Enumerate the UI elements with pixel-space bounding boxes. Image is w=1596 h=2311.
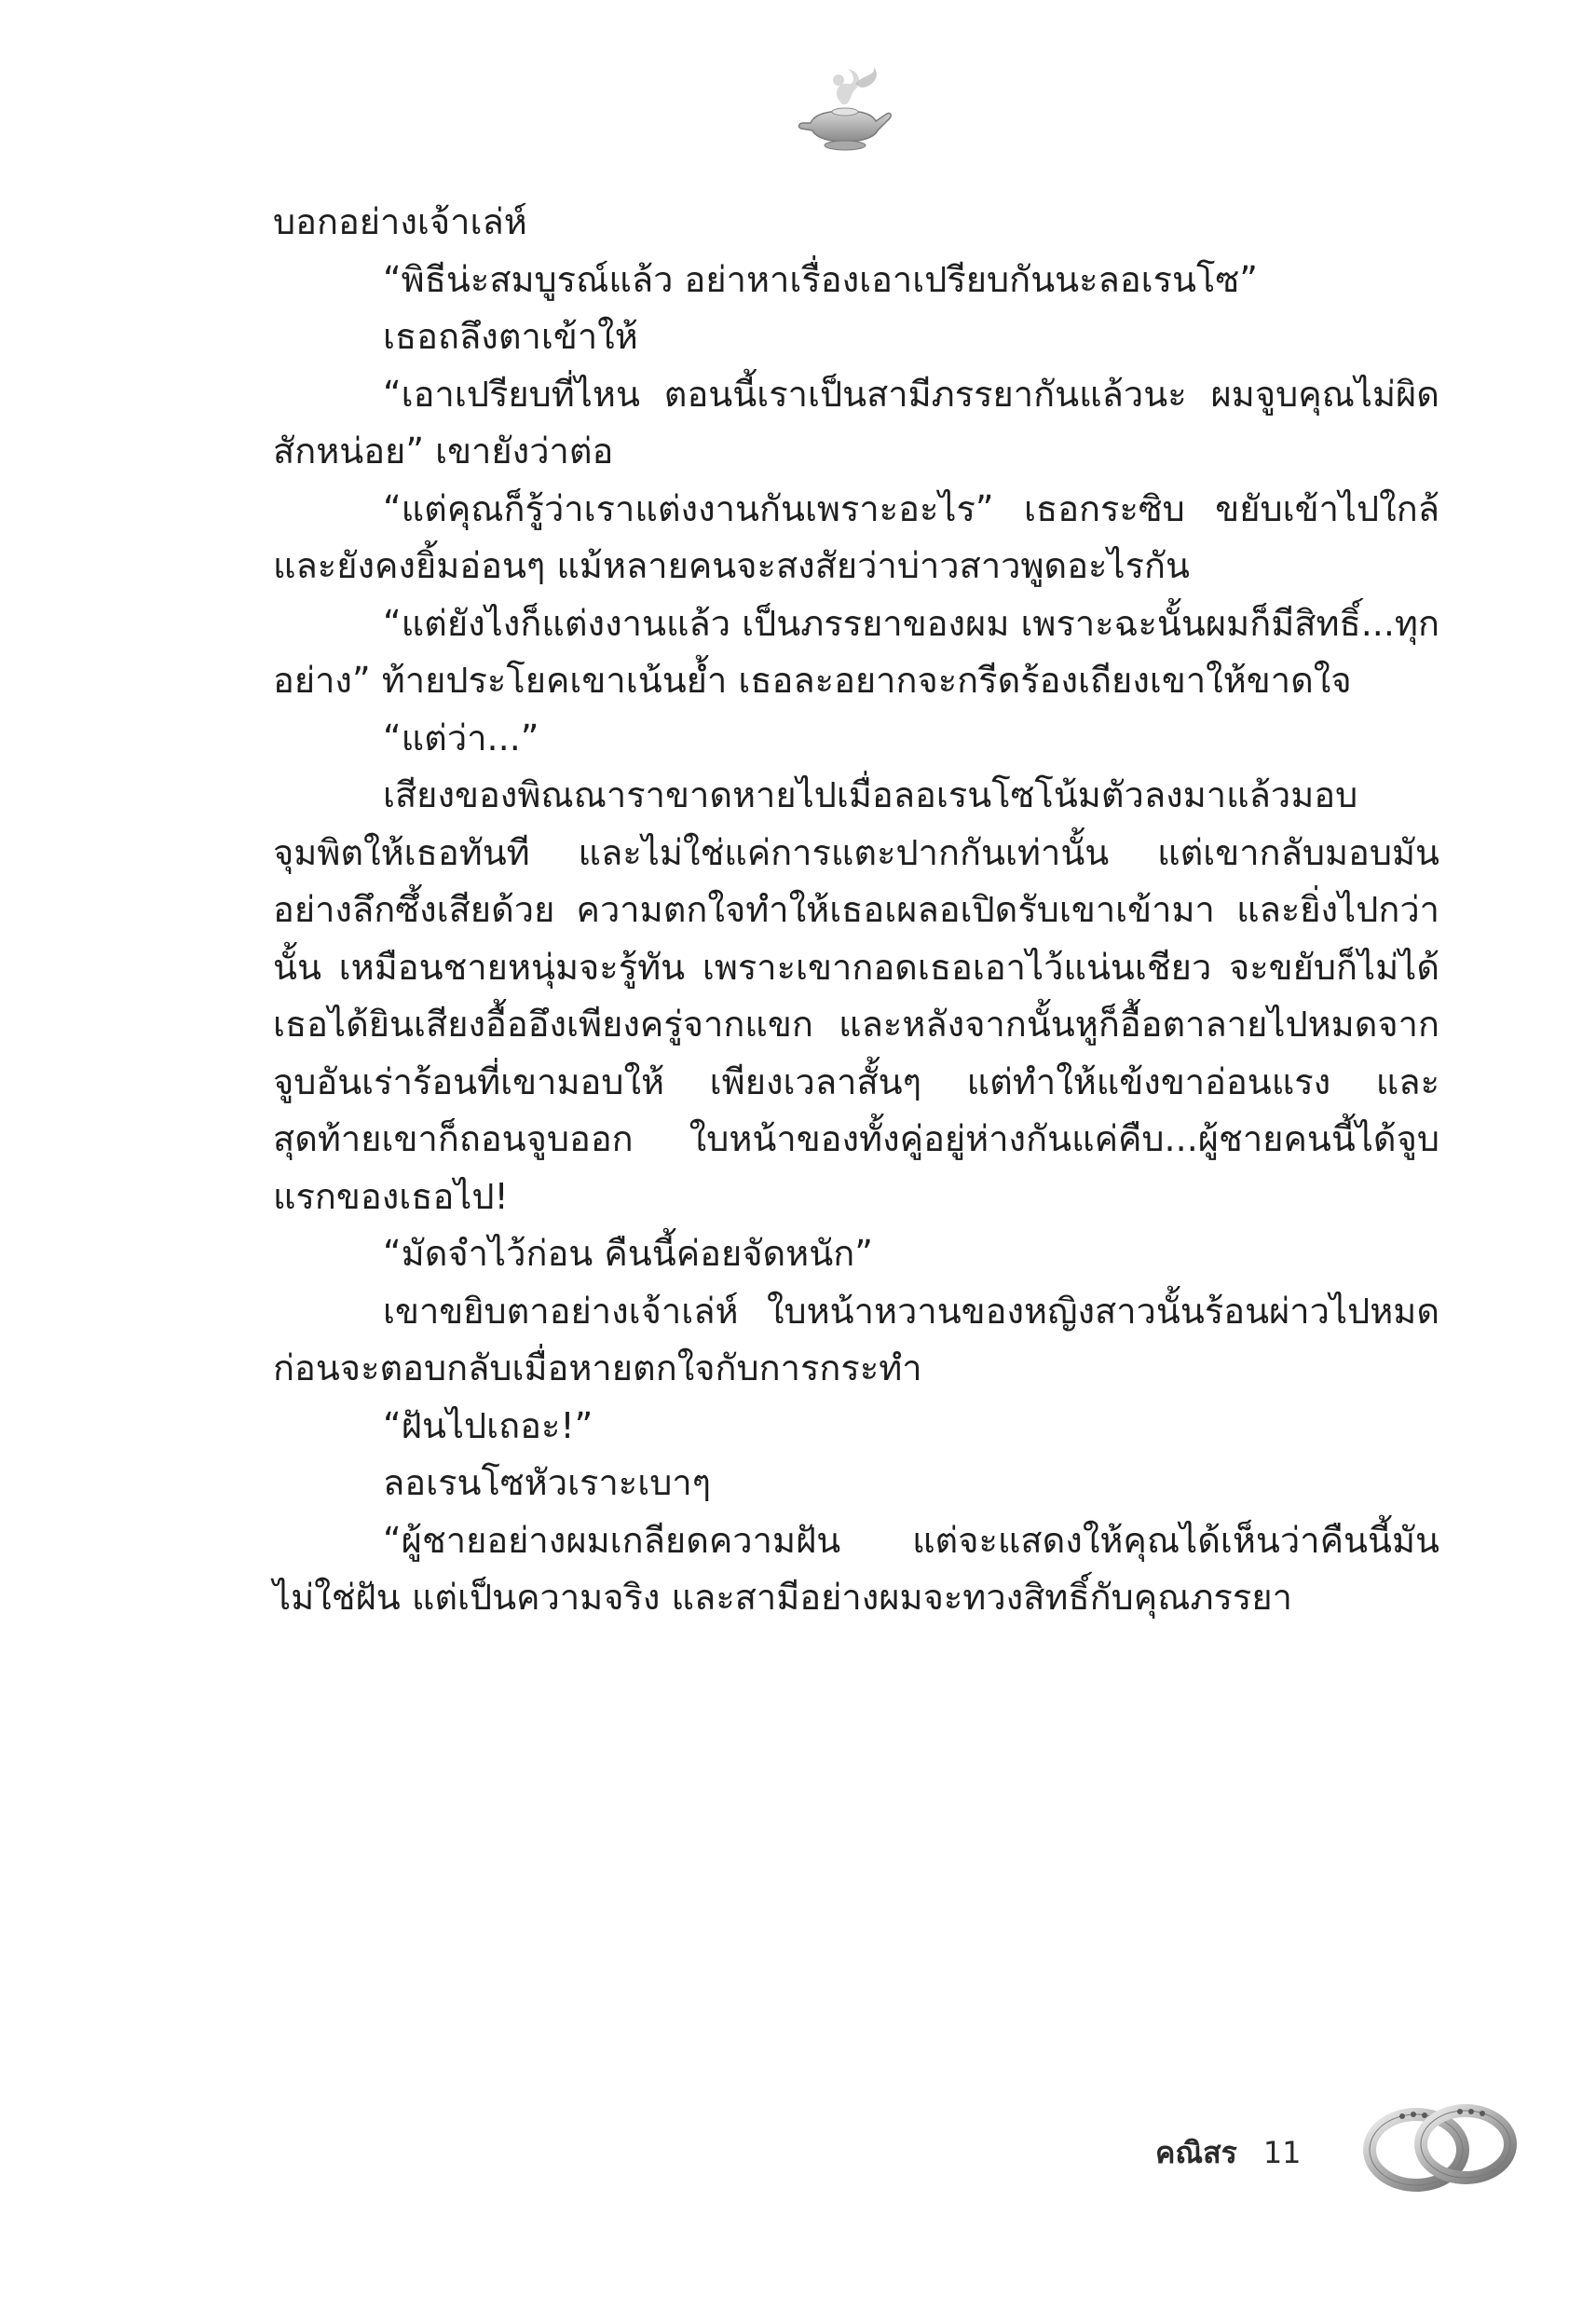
paragraph: “มัดจำไว้ก่อน คืนนี้ค่อยจัดหนัก” xyxy=(383,1233,873,1274)
body-text xyxy=(273,194,1439,1627)
paragraph: “แต่ว่า...” xyxy=(383,717,539,759)
paragraph: “พิธีน่ะสมบูรณ์แล้ว อย่าหาเรื่องเอาเปรียบกันนะลอเรนโซ” xyxy=(383,258,1258,300)
page-number: 11 xyxy=(1262,2135,1302,2170)
footer-author: คณิสร xyxy=(1155,2134,1237,2170)
page-footer xyxy=(1155,2125,1302,2181)
genie-lamp-icon xyxy=(794,56,896,158)
paragraph: เธอถลึงตาเข้าให้ xyxy=(383,316,638,357)
paragraph: เขาขยิบตาอย่างเจ้าเล่ห์ ใบหน้าหวานของหญิงสาวนั้นร้อนผ่าวไปหมด ก่อนจะตอบกลับเมื่อหายตกใจกับการกระทำ xyxy=(273,1290,1439,1388)
wedding-rings-icon xyxy=(1356,2092,1523,2204)
paragraph: “แต่คุณก็รู้ว่าเราแต่งงานกันเพราะอะไร” เธอกระซิบ ขยับเข้าไปใกล้และยังคงยิ้มอ่อนๆ แม้หลายคนจะสงสัยว่าบ่าวสาวพูดอะไรกัน xyxy=(273,487,1439,586)
paragraph: ลอเรนโซหัวเราะเบาๆ xyxy=(383,1462,712,1503)
paragraph: บอกอย่างเจ้าเล่ห์ xyxy=(273,201,527,242)
paragraph: “ฝันไปเถอะ!” xyxy=(383,1404,593,1446)
paragraph: “แต่ยังไงก็แต่งงานแล้ว เป็นภรรยาของผม เพราะฉะนั้นผมก็มีสิทธิ์...ทุกอย่าง” ท้ายประโยคเขาเน้นย้ำ เธอละอยากจะกรีดร้องเถียงเขาให้ขาดใจ xyxy=(273,602,1439,701)
paragraph: เสียงของพิณณาราขาดหายไปเมื่อลอเรนโซโน้มตัวลงมาแล้วมอบจุมพิตให้เธอทันที และไม่ใช่แค่การแตะปากกันเท่านั้น แต่เขากลับมอบมันอย่างลึกซึ้งเสียด้วย ความตกใจทำให้เธอเผลอเปิดรับเขาเข้ามา และยิ่งไปกว่านั้น เหมือนชายหนุ่มจะรู้ทัน เพราะเขากอดเธอเอาไว้แน่นเชียว จะขยับก็ไม่ได้ เธอได้ยินเสียงอื้ออึงเพียงครู่จากแขก และหลังจากนั้นหูก็อื้อตาลายไปหมดจากจูบอันเร่าร้อนที่เขามอบให้ เพียงเวลาสั้นๆ แต่ทำให้แข้งขาอ่อนแรง และสุดท้ายเขาก็ถอนจูบออก ใบหน้าของทั้งคู่อยู่ห่างกันแค่คืบ...ผู้ชายคนนี้ได้จูบแรกของเธอไป! xyxy=(273,774,1439,1217)
paragraph: “ผู้ชายอย่างผมเกลียดความฝัน แต่จะแสดงให้คุณได้เห็นว่าคืนนี้มันไม่ใช่ฝัน แต่เป็นความจริง และสามีอย่างผมจะทวงสิทธิ์กับคุณภรรยา xyxy=(273,1519,1439,1618)
paragraph: “เอาเปรียบที่ไหน ตอนนี้เราเป็นสามีภรรยากันแล้วนะ ผมจูบคุณไม่ผิดสักหน่อย” เขายังว่าต่อ xyxy=(273,373,1439,472)
